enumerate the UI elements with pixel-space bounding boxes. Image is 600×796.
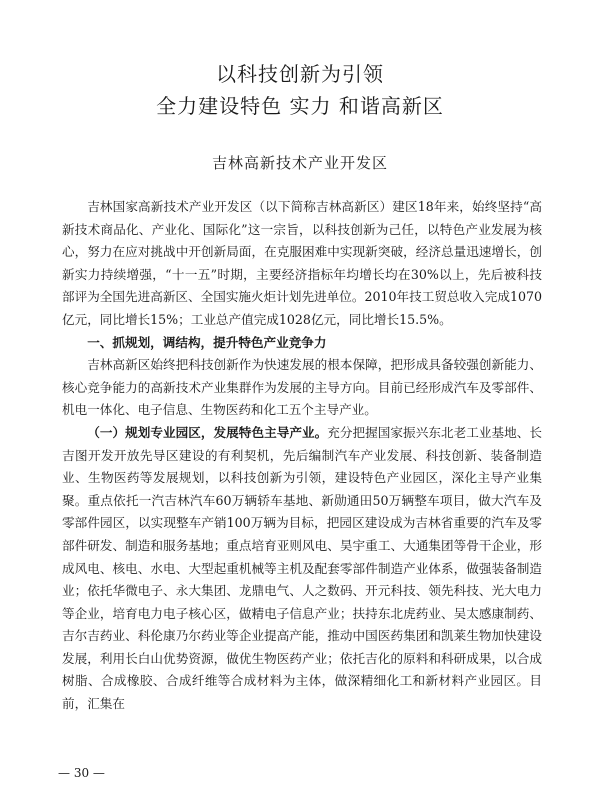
paragraph-2: 吉林高新区始终把科技创新作为快速发展的根本保障，把形成具备较强创新能力、核心竞争能力的高新技术产业集群作为发展的主导方向。目前已经形成汽车及零部件、机电一体化、电子信息、生物医药和化工五个主导产业。	[62, 357, 542, 418]
paragraph-3-text: 充分把握国家振兴东北老工业基地、长吉图开发开放先导区建设的有利契机，先后编制汽车产业发展、科技创新、装备制造业、生物医药等发展规划，以科技创新为引领，建设特色产业园区，深化主导产业集聚。重点依托一汽吉林汽车60万辆轿车基地、新勋通田50万辆整车项目，做大汽车及零部件园区，以实现整车产销100万辆为目标，把园区建设成为吉林省重要的汽车及零部件研发、制造和服务基地；重点培育亚则风电、昊宇重工、大通集团等骨干企业，形成风电、核电、水电、大型起重机械等主机及配套零部件制造产业体系，做强装备制造业；依托华微电子、永大集团、龙鼎电气、人之数码、开元科技、领先科技、光大电力等企业，培育电力电子核心区，做精电子信息产业；扶持东北虎药业、吴太感康制药、吉尔吉药业、科伦康乃尔药业等企业提高产能，推动中国医药集团和凯莱生物加快建设发展，利用长白山优势资源，做优生物医药产业；依托吉化的原料和科研成果，以合成树脂、合成橡胶、合成纤维等合成材料为主体，做深精细化工和新材料产业园区。目前，汇集在	[62, 424, 543, 712]
section-heading-1: 一、抓规划，调结构，提升特色产业竞争力	[87, 334, 327, 350]
title-line-2: 全力建设特色 实力 和谐高新区	[156, 94, 444, 118]
subsection-heading-1: （一）规划专业园区，发展特色主导产业。	[87, 424, 328, 440]
paragraph-3	[62, 422, 542, 716]
title-line-1: 以科技创新为引领	[216, 62, 384, 86]
organization-name: 吉林高新技术产业开发区	[211, 154, 388, 172]
page-number: — 30 —	[58, 766, 105, 780]
paragraph-intro: 吉林国家高新技术产业开发区（以下简称吉林高新区）建区18年来，始终坚持“高新技术商品化、产业化、国际化”这一宗旨，以科技创新为己任，以特色产业发展为核心，努力在应对挑战中开创新局面，在克服困难中实现新突破，经济总量迅速增长，创新实力持续增强，“十一五”时期，主要经济指标年均增长均在30%以上，先后被科技部评为全国先进高新区、全国实施火炬计划先进单位。2010年技工贸总收入完成1070亿元，同比增长15%；工业总产值完成1028亿元，同比增长15.5%。	[62, 199, 542, 327]
article-body	[62, 196, 542, 716]
